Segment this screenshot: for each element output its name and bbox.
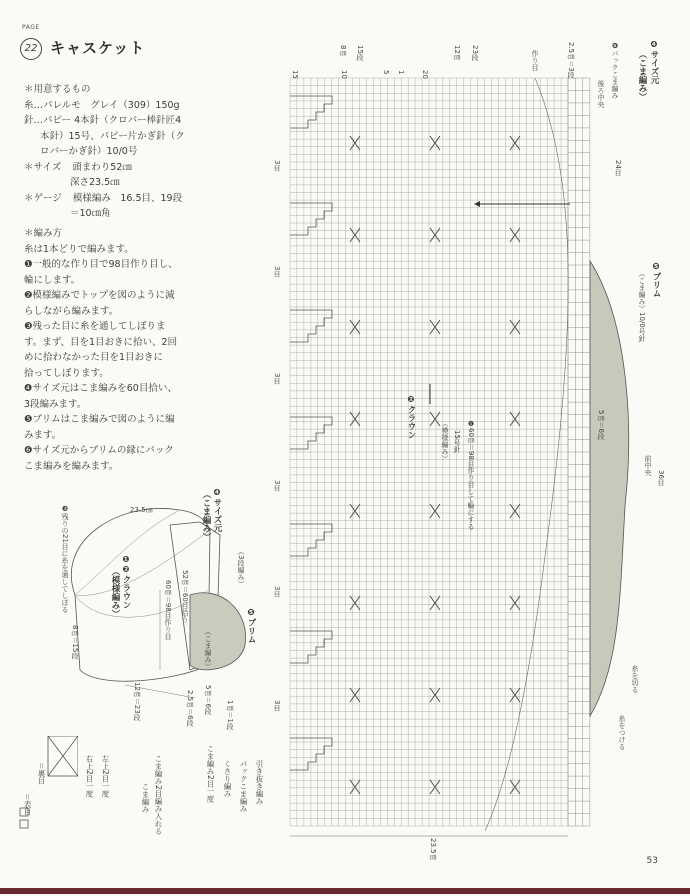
chart-front-center: 前中央	[644, 455, 652, 476]
chart-sizemoto-label: ❹サイズ元	[649, 40, 659, 84]
chart-tick-20: 20	[421, 70, 429, 79]
chart-rows-24: 24目	[614, 160, 622, 176]
schematic-dim-top: 23.5㎝	[130, 506, 153, 514]
arrow-head	[474, 201, 480, 207]
three-stitch-label: 3目	[273, 700, 281, 712]
brim-shape	[190, 593, 246, 670]
legend-sc: こま編み	[141, 783, 150, 813]
legend-purl: ＝裏目	[37, 762, 46, 785]
legend-chain: くさり編み	[223, 760, 232, 798]
brim-shape	[590, 261, 629, 716]
instruction-line: ❹サイズ元はこま編みを60目拾い、	[24, 383, 177, 394]
chart-back-center: 後ろ中央	[597, 80, 605, 108]
chart-top-center: 作り目	[531, 50, 539, 71]
chart-stitches-36: 36目	[657, 470, 665, 486]
chart-brim-label: ❺ブリム	[651, 262, 661, 298]
chart-brim-sub: （こま編み）10/0号針	[638, 270, 646, 342]
instruction-line: 輪にします。	[24, 274, 81, 286]
instruction-line: ❺ブリムはこま編みで図のように編	[24, 414, 175, 425]
instructions-block	[24, 226, 178, 474]
instruction-line: ❸残った目に糸を通してしぼりま	[24, 321, 166, 332]
chart-tick-10: 10	[340, 70, 348, 79]
instruction-line: ❻サイズ元からブリムの縁にバック	[24, 445, 174, 456]
size-value-1: 頭まわり52㎝	[72, 161, 132, 173]
chart-dim-2-5: 2.5㎝＝3段	[567, 42, 575, 79]
page-label: PAGE	[22, 24, 40, 31]
materials-gauge-row	[24, 191, 185, 207]
legend-left-dec: 左上2目一度	[101, 755, 110, 798]
schematic-crown-label: ❶❷クラウン	[121, 555, 131, 609]
chart-crown-label: ❷クラウン	[406, 395, 416, 439]
schematic-rows3: （3段編み）	[237, 548, 245, 588]
schematic-dim-5: 5㎝＝6段	[204, 685, 212, 715]
materials-heading: ＊用意するもの	[24, 84, 91, 95]
instruction-line: ❶一般的な作り目で98目作り目し、	[24, 259, 178, 270]
legend-box-purl	[20, 820, 28, 828]
instruction-line: 糸は1本どりで編みます。	[24, 243, 134, 255]
schematic-sizemoto-label: ❹サイズ元	[212, 488, 222, 532]
chart-dim-12cm: 12㎝	[453, 45, 461, 61]
chart-dim-23: 23段	[471, 45, 479, 61]
bottom-rule	[0, 888, 690, 894]
chart-dim-15: 15段	[356, 45, 364, 61]
three-stitch-label: 3目	[273, 480, 281, 492]
chart-back-sc-label: ❻バックこま編み	[611, 42, 619, 99]
schematic-through-label: ❸残りの21目に糸を通してしぼる	[61, 505, 69, 613]
chart-tick-5: 5	[382, 70, 390, 75]
legend-slip: 引き抜き編み	[255, 760, 264, 805]
page-number-badge: 22	[20, 38, 42, 60]
schematic-sizemoto-sub: （こま編み）	[201, 490, 211, 541]
chart-sizemoto-sub: （こま編み）	[637, 50, 647, 101]
materials-size-row	[24, 160, 185, 176]
cable-crossings	[350, 136, 520, 794]
instruction-line: 3段編みます。	[24, 398, 87, 410]
center-curve	[485, 78, 568, 831]
chart-crown-pattern: （模様編み）	[441, 420, 449, 462]
chart-bottom-dim: 23.5㎝	[429, 838, 437, 861]
instruction-line: めに拾わなかった目を1目おきに	[24, 352, 164, 363]
materials-needle-line-2: 本針）15号、パピー片かぎ針（ク	[40, 130, 185, 142]
schematic-dim-2-5: 2.5㎝＝6段	[186, 690, 194, 727]
schematic-brim-label: ❺ブリム	[246, 608, 256, 644]
chart-dim-8cm: 8㎝	[339, 45, 347, 57]
size-label: ＊サイズ	[24, 161, 62, 173]
gauge-label: ＊ゲージ	[24, 192, 62, 204]
chart-tick-1: 1	[397, 70, 405, 75]
materials-needle-line-1: 針…パピー 4本針（クロバー棒針匠4	[24, 115, 182, 126]
legend-cable-lines	[48, 736, 78, 776]
instruction-line: みます。	[24, 429, 62, 441]
three-stitch-label: 3目	[273, 266, 281, 278]
footer-page-number: 53	[646, 856, 658, 866]
legend-back-sc: バックこま編み	[239, 760, 248, 813]
materials-yarn: 糸…パレルモ グレイ（309）150g	[24, 99, 180, 111]
gauge-value-2: ＝10㎝角	[70, 208, 111, 219]
schematic-sizemoto-stitches: 52㎝＝60目拾う	[181, 570, 189, 623]
materials-block	[24, 82, 185, 222]
instructions-heading: ＊編み方	[24, 228, 63, 239]
chart-grid	[290, 78, 568, 826]
schematic-dim-8cm: 8㎝＝15段	[71, 625, 79, 660]
legend-sc-dec: こま編み2目一度	[206, 745, 215, 803]
materials-needle-line-3: ロバーかぎ針）10/0号	[40, 146, 138, 157]
schematic-dim-1: 1㎝＝1段	[226, 700, 234, 730]
chart-cut-yarn: 糸を切る	[631, 665, 639, 693]
chart-tick-15: 15	[291, 70, 299, 79]
legend-sc-inc: こま編み2目編み入れる	[154, 755, 163, 835]
legend-symbols	[18, 736, 78, 836]
schematic-brim-sub: （こま編み）	[204, 628, 212, 670]
instruction-line: す。まず、目を1目おきに拾い、2回	[24, 336, 178, 348]
sizemoto-columns	[568, 78, 590, 826]
three-stitch-label: 3目	[273, 373, 281, 385]
chart-attach-yarn: 糸をつける	[618, 715, 626, 750]
legend-right-dec: 右上2目一度	[85, 755, 94, 798]
chart-cast-on: ❶60㎝＝98目作り目して輪にする	[467, 420, 475, 530]
three-stitch-label: 3目	[273, 586, 281, 598]
chart-rows-6: 5㎝＝6段	[597, 410, 605, 440]
schematic-crown-sub: （模様編み）	[110, 567, 120, 618]
chart-needle: 15号針	[453, 430, 461, 453]
instruction-line: らしながら編みます。	[24, 305, 119, 317]
instruction-line: 拾ってしぼります。	[24, 367, 109, 379]
size-value-2: 深さ23.5㎝	[70, 177, 120, 188]
schematic-dim-12cm: 12㎝＝23段	[133, 682, 141, 721]
page-title: キャスケット	[50, 39, 146, 57]
legend-knit: ＝表目	[23, 793, 32, 816]
gauge-value-1: 模様編み 16.5目、19段	[72, 192, 183, 204]
schematic-cast-on: 60㎝＝98目作り目	[164, 580, 172, 640]
three-stitch-label: 3目	[273, 160, 281, 172]
instruction-line: ❷模様編みでトップを図のように減	[24, 290, 175, 301]
instruction-line: こま編みを編みます。	[24, 460, 119, 472]
